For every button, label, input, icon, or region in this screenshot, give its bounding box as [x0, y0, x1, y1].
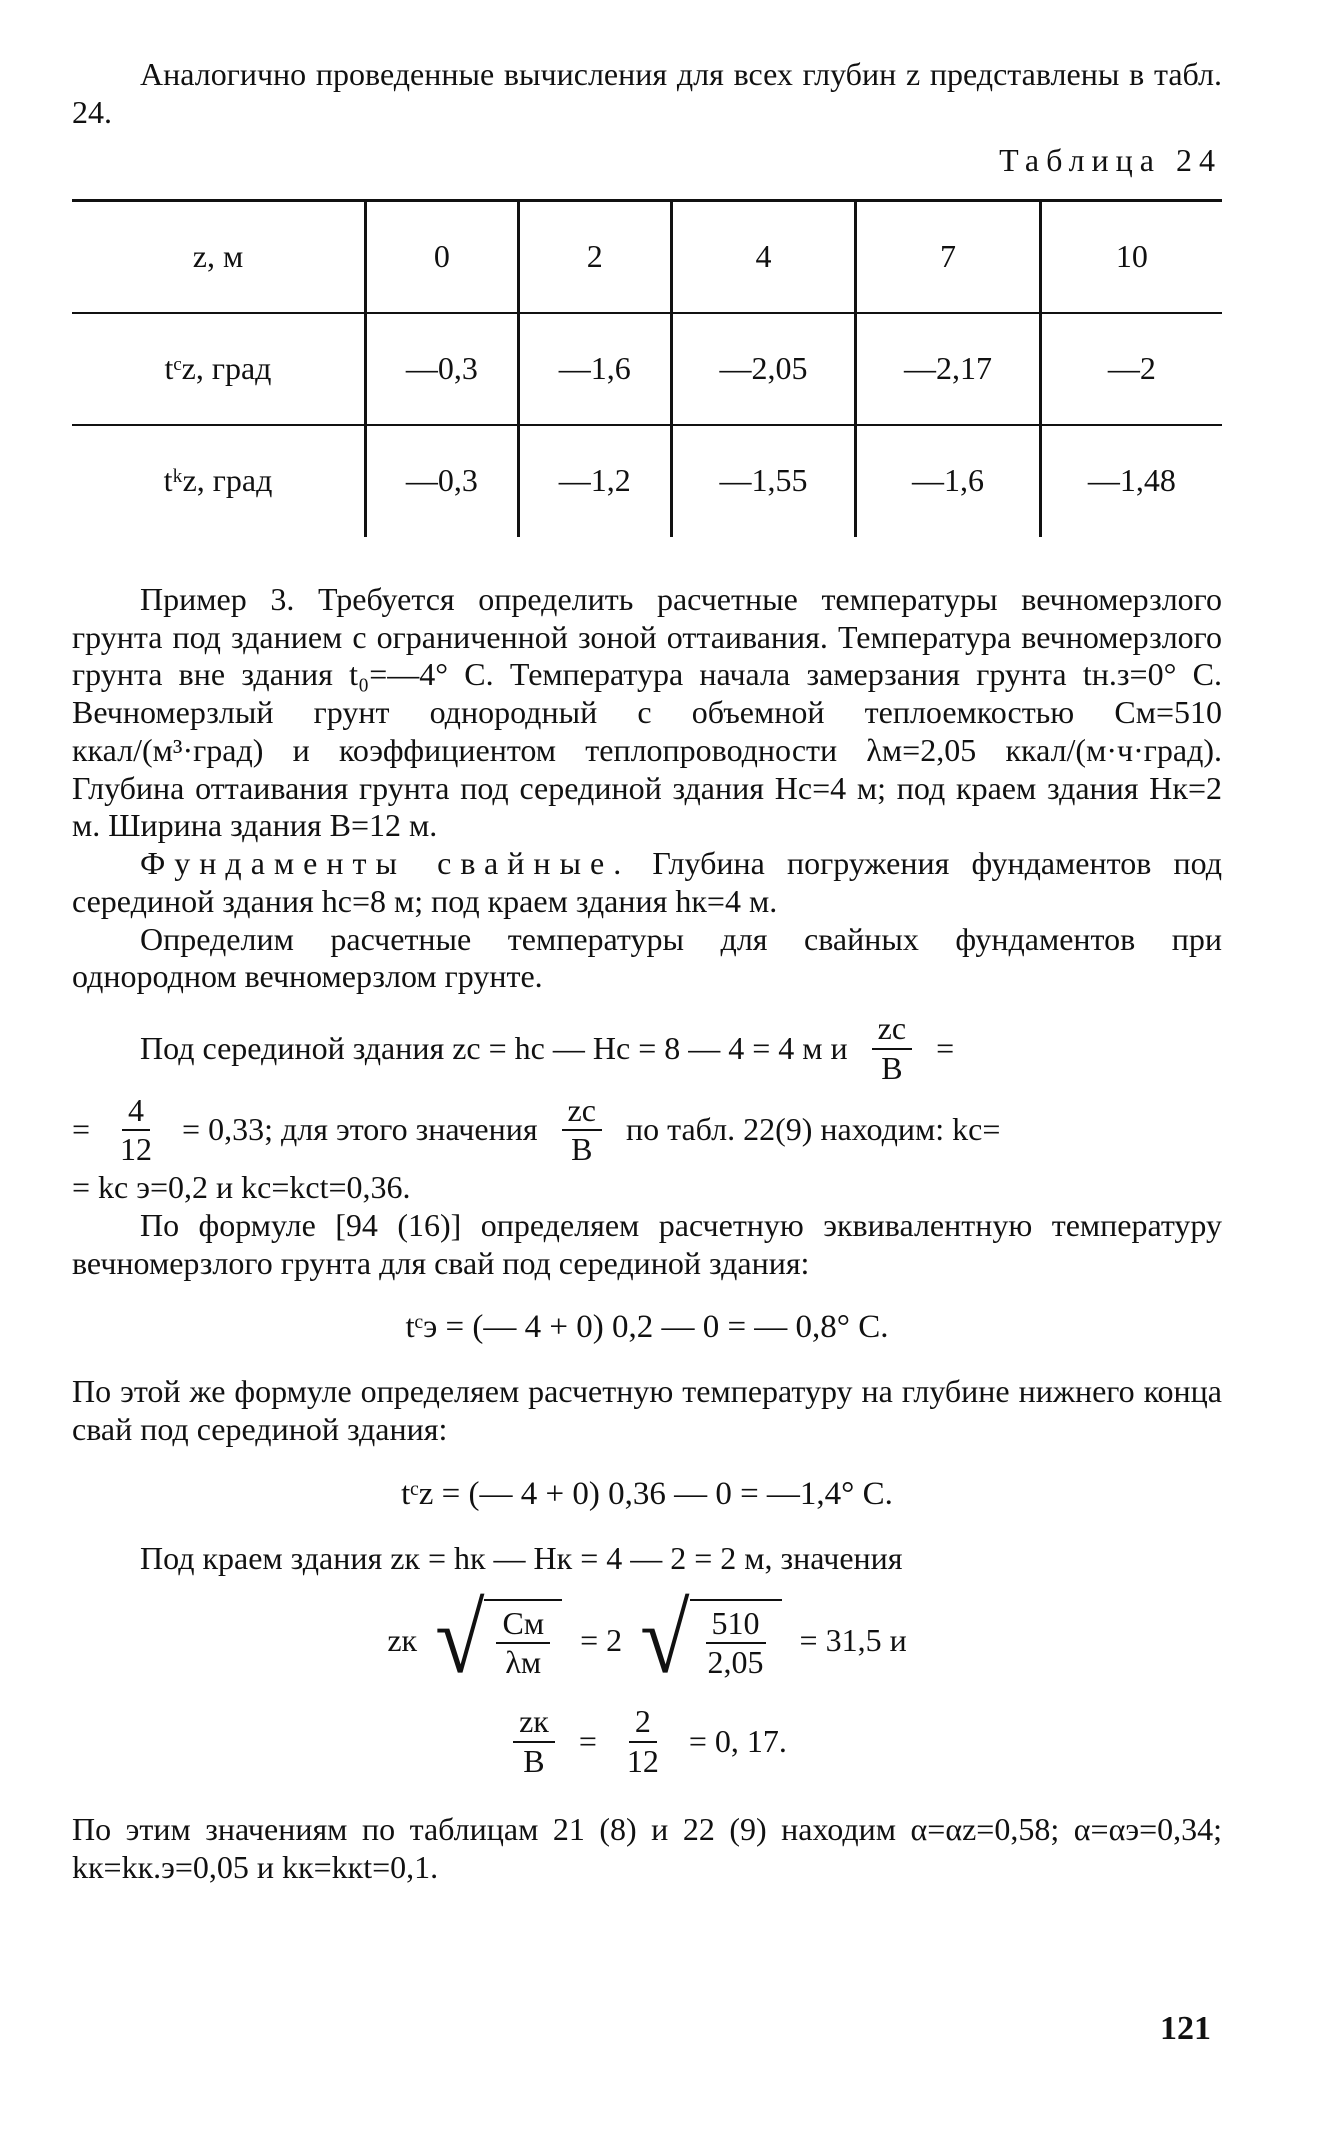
- radicand: [484, 1599, 562, 1683]
- radical-sign: √: [640, 1585, 690, 1695]
- table-cell: —2: [1040, 313, 1222, 425]
- square-root: [640, 1585, 781, 1695]
- table-cell: —0,3: [366, 425, 519, 537]
- table-cell: —1,6: [518, 313, 671, 425]
- ratio-result: = 0, 17.: [688, 1723, 787, 1760]
- fraction-numerator: 4: [122, 1092, 150, 1132]
- table-cell: tᶜz, град: [72, 313, 366, 425]
- fraction-numerator: zк: [513, 1703, 555, 1743]
- fraction-numerator: 510: [706, 1605, 766, 1645]
- equation-line: [72, 1092, 1222, 1170]
- equation-text: = 0,33; для этого значения: [182, 1111, 538, 1148]
- fraction-denominator: 2,05: [707, 1644, 764, 1681]
- edge-building-line: Под краем здания zк = hк — Hк = 4 — 2 = 2 м, значения: [140, 1539, 903, 1576]
- fraction: [513, 1703, 555, 1781]
- table-cell: z, м: [72, 201, 366, 313]
- table-cell: —1,55: [671, 425, 856, 537]
- equals-sign: =: [936, 1029, 955, 1066]
- table-caption: Таблица 24: [999, 141, 1222, 178]
- fraction-denominator: B: [881, 1049, 903, 1086]
- table-cell: 2: [518, 201, 671, 313]
- formula: tᶜэ = (— 4 + 0) 0,2 — 0 = — 0,8° C.: [405, 1309, 889, 1346]
- foundations-paragraph: [72, 845, 1222, 921]
- fraction-numerator: 2: [629, 1703, 657, 1743]
- radicand: [690, 1599, 782, 1683]
- table-cell: 4: [671, 201, 856, 313]
- fraction: [702, 1605, 770, 1683]
- fraction: [114, 1092, 158, 1170]
- sqrt-result: = 31,5 и: [799, 1621, 907, 1658]
- table-cell: —2,05: [671, 313, 856, 425]
- table-cell: —0,3: [366, 313, 519, 425]
- fraction-denominator: B: [571, 1131, 593, 1168]
- mid-building-text: Под серединой здания zс = hс — Hс = 8 — 4 = 4 м и: [140, 1029, 848, 1066]
- fraction-numerator: zс: [872, 1010, 912, 1050]
- equation-text: по табл. 22(9) находим: kс=: [625, 1111, 1001, 1148]
- fraction-denominator: 12: [626, 1743, 659, 1780]
- ratio-equation: [72, 1703, 1222, 1781]
- table-cell: tᵏz, град: [72, 425, 366, 537]
- table-row: [72, 313, 1222, 425]
- foundations-heading: Фундаменты свайные.: [140, 845, 631, 881]
- final-paragraph: По этим значениям по таблицам 21 (8) и 22 (9) находим α=αz=0,58; α=αэ=0,34; kк=kк.э=0,05 и kк=kкt=0,1.: [72, 1810, 1222, 1885]
- table-cell: —1,6: [856, 425, 1041, 537]
- sqrt-middle: = 2: [580, 1621, 623, 1658]
- radical-sign: √: [435, 1585, 485, 1695]
- table-cell: —1,2: [518, 425, 671, 537]
- sqrt-prefix: zк: [387, 1621, 418, 1658]
- define-paragraph: Определим расчетные температуры для свайных фундаментов при однородном вечномерзлом грунте.: [72, 920, 1222, 995]
- sqrt-equation: [72, 1585, 1222, 1695]
- square-root: [435, 1585, 562, 1695]
- equals-sign: =: [72, 1111, 91, 1148]
- formula: tᶜz = (— 4 + 0) 0,36 — 0 = —1,4° C.: [401, 1475, 893, 1512]
- table-cell: —2,17: [856, 313, 1041, 425]
- example-paragraph: Пример 3. Требуется определить расчетные температуры вечномерзлого грунта под зданием с ограниченной зоной оттаивания. Температура вечномерзлого грунта вне здания t₀=—4° С. Температура начала замерзания грунта tн.з=0° С. Вечномерзлый грунт однородный с объемной теплоемкостью Cм=510 ккал/(м³·град) и коэффициентом теплопроводности λм=2,05 ккал/(м·ч·град). Глубина оттаивания грунта под серединой здания Hс=4 м; под краем здания Hк=2 м. Ширина здания B=12 м.: [72, 580, 1222, 844]
- data-table: [72, 199, 1222, 537]
- table-cell: —1,48: [1040, 425, 1222, 537]
- fraction-denominator: λм: [505, 1644, 542, 1681]
- table-cell: 0: [366, 201, 519, 313]
- table-cell: 10: [1040, 201, 1222, 313]
- fraction: [872, 1010, 912, 1088]
- fraction-numerator: zс: [562, 1092, 602, 1132]
- mid-building-line: [72, 1010, 1222, 1088]
- table-cell: 7: [856, 201, 1041, 313]
- fraction: [496, 1605, 550, 1683]
- table-row: [72, 425, 1222, 537]
- formula-paragraph: По формуле [94 (16)] определяем расчетную эквивалентную температуру вечномерзлого грунта для свай под серединой здания:: [72, 1206, 1222, 1281]
- page-number: 121: [1160, 2010, 1211, 2047]
- fraction: [562, 1092, 602, 1170]
- equals-sign: =: [578, 1723, 597, 1760]
- equation-continuation: = kс э=0,2 и kс=kсt=0,36.: [72, 1169, 411, 1205]
- same-formula-paragraph: По этой же формуле определяем расчетную температуру на глубине нижнего конца свай под серединой здания:: [72, 1373, 1222, 1447]
- foundations-text: Глубина погружения фундаментов под серединой здания hс=8 м; под краем здания hк=4 м.: [72, 845, 1223, 919]
- fraction: [621, 1703, 665, 1781]
- fraction-denominator: B: [523, 1743, 545, 1780]
- intro-paragraph: Аналогично проведенные вычисления для всех глубин z представлены в табл. 24.: [72, 56, 1222, 130]
- fraction-numerator: Cм: [496, 1605, 550, 1645]
- table-row: [72, 201, 1222, 313]
- fraction-denominator: 12: [120, 1131, 153, 1168]
- page-body: [72, 56, 1222, 1886]
